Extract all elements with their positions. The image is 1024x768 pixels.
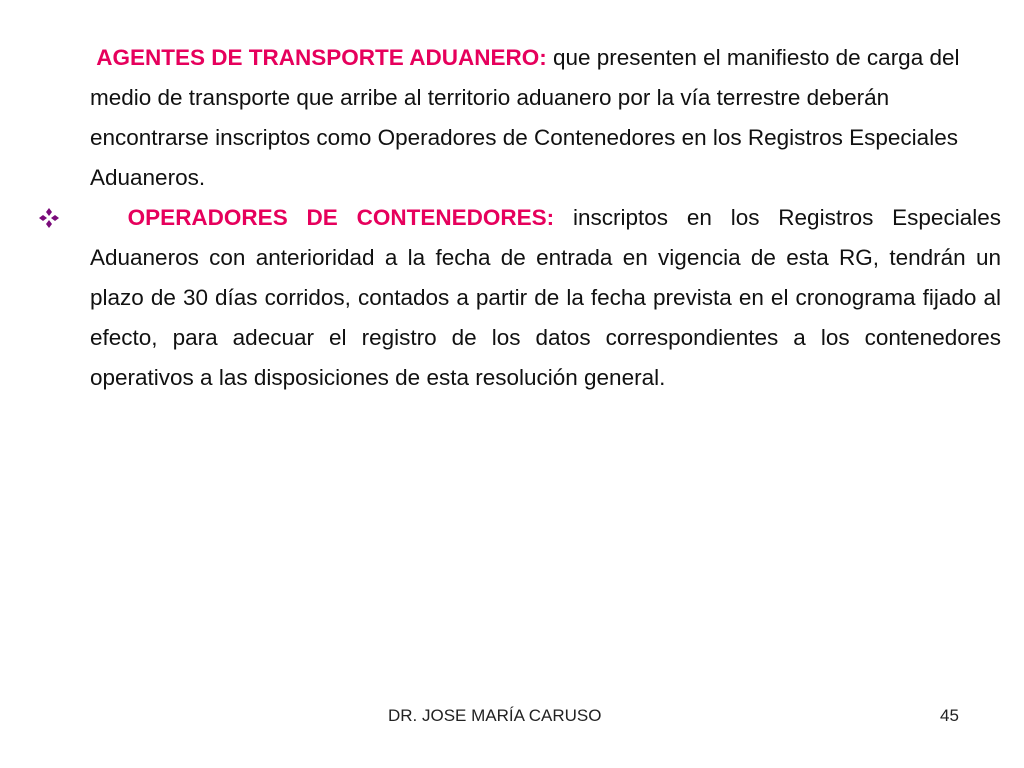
paragraph-operadores-contenedores	[90, 198, 1001, 398]
footer-author: DR. JOSE MARÍA CARUSO	[388, 706, 602, 725]
paragraph-agentes-transporte	[90, 38, 1001, 198]
page-number: 45	[940, 706, 959, 725]
paragraph-agentes-text: que presenten el manifiesto de carga del medio de transporte que arribe al territorio aduanero por la vía terrestre deberán encontrarse inscriptos como Operadores de Contenedores en los Registros Especiales Aduaneros.	[90, 45, 960, 190]
diamond-bullet-icon	[38, 207, 60, 229]
paragraph-operadores-text: inscriptos en los Registros Especiales Aduaneros con anterioridad a la fecha de entrada en vigencia de esta RG, tendrán un plazo de 30 días corridos, contados a partir de la fecha prevista en el cronograma fijado al efecto, para adecuar el registro de los datos correspondientes a los contenedores operativos a las disposiciones de esta resolución general.	[90, 205, 1001, 390]
term-agentes-transporte: AGENTES DE TRANSPORTE ADUANERO:	[96, 45, 547, 70]
term-operadores-contenedores: OPERADORES DE CONTENEDORES:	[127, 205, 555, 230]
